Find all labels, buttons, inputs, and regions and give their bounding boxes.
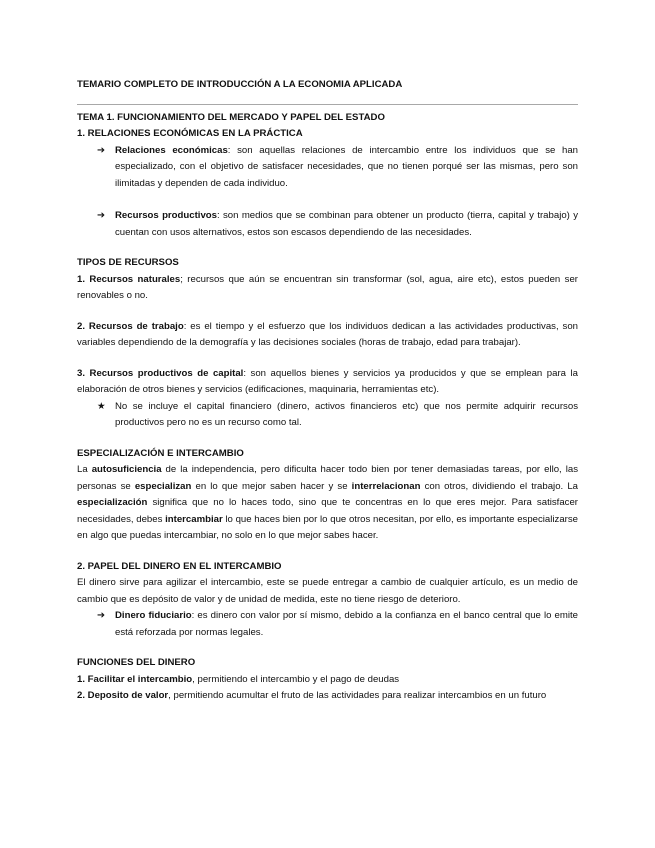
definition: : son medios que se combinan para obtener un producto (tierra, capital y trabajo) y cuentan con usos alternativos, estos son escasos dependiendo de las necesidades. xyxy=(115,210,578,238)
tema1-heading: TEMA 1. FUNCIONAMIENTO DEL MERCADO Y PAPEL DEL ESTADO xyxy=(77,111,385,123)
recurso-trabajo: 2. Recursos de trabajo: es el tiempo y el esfuerzo que los individuos dedican a las actividades productivas, son variables dependiendo de la demografía y las decisiones sociales (horas de trabajo, edad para trabajar). xyxy=(77,320,579,348)
bullet-relaciones-economicas xyxy=(77,143,578,193)
recurso-capital: 3. Recursos productivos de capital: son aquellos bienes y servicios ya producidos y que se emplean para la elaboración de otros bienes y servicios (edificaciones, maquinaria, herramientas etc). xyxy=(77,367,578,395)
definition: : son aquellas relaciones de intercambio entre los individuos que se han especializado, con el objetivo de satisfacer necesidades, que no tienen porqué ser las mismas, pero son ilimitadas y dependen de cada individuo. xyxy=(115,144,579,189)
bullet-dinero-fiduciario: ➔ Dinero fiduciario: es dinero con valor por sí mismo, debido a la confianza en el banco central que lo emite está reforzada por normas legales. xyxy=(97,610,578,638)
title-divider xyxy=(77,104,578,105)
funcion-2: 2. Deposito de valor, permitiendo acumultar el fruto de las actividades para realizar intercambios en un futuro xyxy=(77,690,547,701)
document-title: TEMARIO COMPLETO DE INTRODUCCIÓN A LA ECONOMIA APLICADA xyxy=(77,79,403,90)
star-bullet-icon: ★ xyxy=(97,400,106,412)
section-relaciones-heading: 1. RELACIONES ECONÓMICAS EN LA PRÁCTICA xyxy=(77,128,303,139)
note-capital-financiero: ★ No se incluye el capital financiero (dinero, activos financieros etc) que nos permite adquirir recursos productivos pero no es un recurso como tal. xyxy=(97,400,578,428)
arrow-bullet-icon: ➔ xyxy=(97,210,106,221)
term: Relaciones económicas xyxy=(115,144,228,156)
recurso-naturales: 1. Recursos naturales; recursos que aún se encuentran sin transformar (sol, agua, aire etc), estos pueden ser renovables o no. xyxy=(77,273,578,301)
funciones-dinero-heading: FUNCIONES DEL DINERO xyxy=(77,657,196,668)
term: Recursos productivos xyxy=(115,210,217,221)
especializacion-heading: ESPECIALIZACIÓN E INTERCAMBIO xyxy=(77,447,244,459)
arrow-bullet-icon: ➔ xyxy=(97,610,106,621)
arrow-bullet-icon: ➔ xyxy=(97,144,106,156)
tipos-recursos-heading: TIPOS DE RECURSOS xyxy=(77,257,179,268)
papel-dinero-paragraph: El dinero sirve para agilizar el intercambio, este se puede entregar a cambio de cualquier artículo, es un medio de cambio que es depósito de valor y de unidad de medida, este no tiene riesgo de deterioro. xyxy=(77,577,578,605)
funcion-1: 1. Facilitar el intercambio, permitiendo el intercambio y el pago de deudas xyxy=(77,673,400,685)
bullet-recursos-productivos xyxy=(77,208,578,241)
especializacion-paragraph: La autosuficiencia de la independencia, pero dificulta hacer todo bien por tener demasiadas tareas, por ello, las personas se especializan en lo que mejor saben hacer y se interrelacionan con otros, dividiendo el trabajo. La especialización significa que no lo haces todo, sino que te concentras en lo que eres mejor. Para satisfacer necesidades, debes intercambiar lo que haces bien por lo que otros necesitan, por ello, es importante especializarse en algo que puedas intercambiar, no solo en lo que mejor sabes hacer. xyxy=(77,464,578,541)
papel-dinero-heading: 2. PAPEL DEL DINERO EN EL INTERCAMBIO xyxy=(77,560,282,572)
